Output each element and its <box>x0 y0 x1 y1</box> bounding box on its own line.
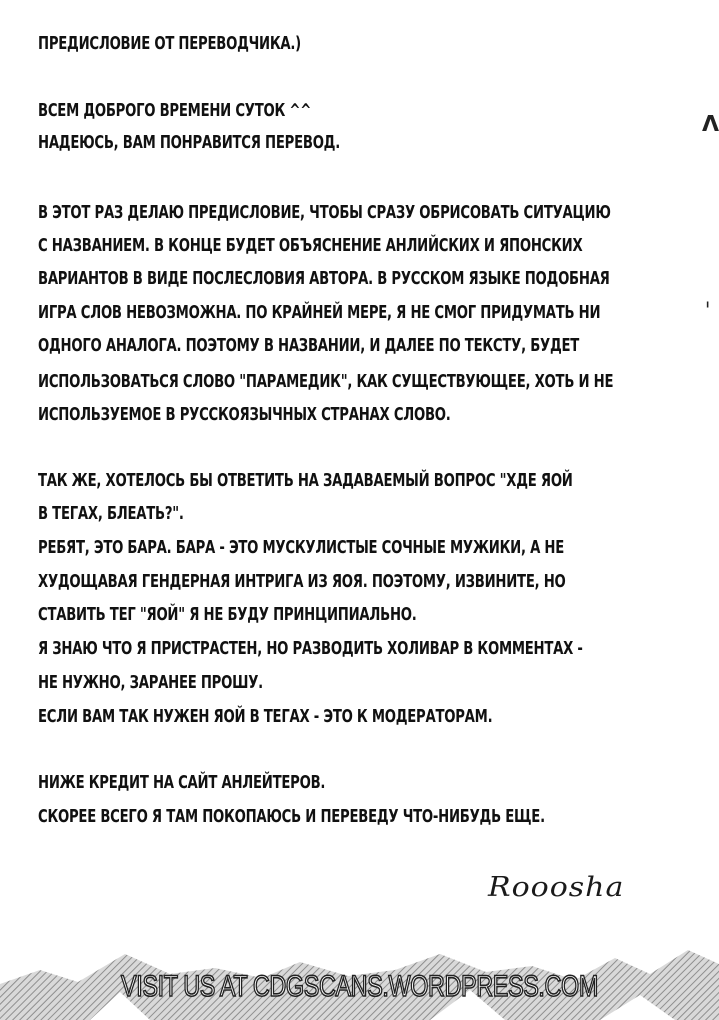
text-line: ВСЕМ ДОБРОГО ВРЕМЕНИ СУТОК ^^ <box>38 101 312 121</box>
text-line: ИСПОЛЬЗОВАТЬСЯ СЛОВО "ПАРАМЕДИК", КАК СУЩЕСТВУЮЩЕЕ, ХОТЬ И НЕ <box>38 372 614 392</box>
text-line: НЕ НУЖНО, ЗАРАНЕЕ ПРОШУ. <box>38 673 263 693</box>
cropped-glyph-mark: ᑊ <box>706 300 710 316</box>
text-line: РЕБЯТ, ЭТО БАРА. БАРА - ЭТО МУСКУЛИСТЫЕ СОЧНЫЕ МУЖИКИ, А НЕ <box>38 538 565 558</box>
text-line: ТАК ЖЕ, ХОТЕЛОСЬ БЫ ОТВЕТИТЬ НА ЗАДАВАЕМЫЙ ВОПРОС "ХДЕ ЯОЙ <box>38 471 573 491</box>
cropped-glyph-mark: ᐱ <box>702 112 719 137</box>
scanlation-footer-banner <box>0 940 719 1020</box>
text-line: ОДНОГО АНАЛОГА. ПОЭТОМУ В НАЗВАНИИ, И ДАЛЕЕ ПО ТЕКСТУ, БУДЕТ <box>38 336 580 356</box>
text-line: Я ЗНАЮ ЧТО Я ПРИСТРАСТЕН, НО РАЗВОДИТЬ ХОЛИВАР В КОММЕНТАХ - <box>38 639 583 659</box>
text-line: В ТЕГАХ, БЛЕАТЬ?". <box>38 504 184 524</box>
text-line: ХУДОЩАВАЯ ГЕНДЕРНАЯ ИНТРИГА ИЗ ЯОЯ. ПОЭТОМУ, ИЗВИНИТЕ, НО <box>38 572 566 592</box>
text-line: СТАВИТЬ ТЕГ "ЯОЙ" Я НЕ БУДУ ПРИНЦИПИАЛЬНО. <box>38 605 417 625</box>
text-line: ВАРИАНТОВ В ВИДЕ ПОСЛЕСЛОВИЯ АВТОРА. В РУССКОМ ЯЗЫКЕ ПОДОБНАЯ <box>38 269 610 289</box>
text-line: С НАЗВАНИЕМ. В КОНЦЕ БУДЕТ ОБЪЯСНЕНИЕ АНЛИЙСКИХ И ЯПОНСКИХ <box>38 236 583 256</box>
translator-signature: Roooshа <box>488 871 625 904</box>
text-line: СКОРЕЕ ВСЕГО Я ТАМ ПОКОПАЮСЬ И ПЕРЕВЕДУ ЧТО-НИБУДЬ ЕЩЕ. <box>38 807 545 827</box>
text-line: НАДЕЮСЬ, ВАМ ПОНРАВИТСЯ ПЕРЕВОД. <box>38 133 340 153</box>
scanlation-site-credit: VISIT US AT CDGSCANS.WORDPRESS.COM <box>121 970 598 1003</box>
text-line: НИЖЕ КРЕДИТ НА САЙТ АНЛЕЙТЕРОВ. <box>38 773 326 793</box>
text-line: ЕСЛИ ВАМ ТАК НУЖЕН ЯОЙ В ТЕГАХ - ЭТО К МОДЕРАТОРАМ. <box>38 707 493 727</box>
text-line-preface-title: ПРЕДИСЛОВИЕ ОТ ПЕРЕВОДЧИКА.) <box>38 34 301 54</box>
text-line: ИСПОЛЬЗУЕМОЕ В РУССКОЯЗЫЧНЫХ СТРАНАХ СЛОВО. <box>38 405 451 425</box>
text-line: В ЭТОТ РАЗ ДЕЛАЮ ПРЕДИСЛОВИЕ, ЧТОБЫ СРАЗУ ОБРИСОВАТЬ СИТУАЦИЮ <box>38 203 611 223</box>
text-line: ИГРА СЛОВ НЕВОЗМОЖНА. ПО КРАЙНЕЙ МЕРЕ, Я НЕ СМОГ ПРИДУМАТЬ НИ <box>38 303 601 323</box>
